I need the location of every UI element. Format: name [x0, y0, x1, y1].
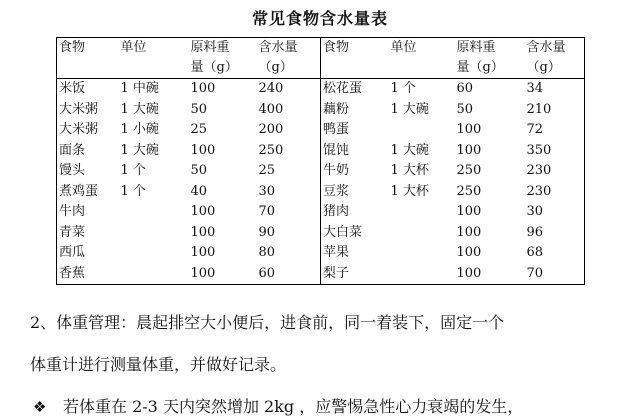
table-title: 常见食物含水量表 [251, 9, 388, 28]
cell-water: 30 [526, 204, 544, 220]
cell-unit [389, 243, 455, 264]
warning-text: 若体重在 2-3 天内突然增加 2kg ，应警惕急性心力衰竭的发生， [63, 397, 524, 416]
table-row [57, 243, 585, 264]
cell-unit [389, 223, 455, 244]
cell-water: 240 [258, 81, 284, 97]
cell-water: 30 [258, 183, 276, 199]
paragraph-weight-management: 2、体重管理：晨起排空大小便后，进食前，同一着装下，固定一个 [30, 313, 505, 332]
table-row [57, 182, 585, 203]
header-water: 含水量 [526, 40, 566, 55]
cell-unit: 1 大碗 [390, 142, 429, 158]
cell-food: 面条 [59, 142, 86, 158]
cell-water: 60 [258, 265, 276, 281]
cell-water: 72 [526, 122, 544, 138]
cell-water: 70 [258, 204, 276, 220]
cell-food: 鸭蛋 [321, 120, 389, 141]
paragraph-weight-warning [33, 394, 523, 417]
table-row [57, 120, 585, 141]
cell-unit: 1 个 [390, 81, 416, 97]
header-food: 食物 [321, 38, 389, 59]
cell-food: 馄饨 [321, 141, 389, 162]
header-unit: 单位 [120, 40, 147, 55]
cell-unit [119, 202, 189, 223]
cell-water: 80 [258, 245, 276, 261]
cell-food: 牛奶 [321, 161, 389, 182]
cell-unit [119, 243, 189, 264]
cell-raw-weight: 100 [190, 224, 216, 240]
table-row [57, 100, 585, 121]
cell-raw-weight: 100 [456, 265, 482, 281]
cell-food: 苹果 [321, 243, 389, 264]
header-water-unit: （g） [526, 60, 561, 75]
cell-food: 西瓜 [59, 245, 86, 261]
cell-unit: 1 大杯 [390, 183, 429, 199]
cell-food: 青菜 [59, 224, 86, 240]
cell-unit [389, 202, 455, 223]
cell-raw-weight: 250 [456, 183, 482, 199]
cell-raw-weight: 100 [456, 245, 482, 261]
header-raw-weight-unit: 量（g） [190, 60, 238, 75]
food-water-table [56, 37, 585, 285]
cell-raw-weight: 100 [190, 142, 216, 158]
cell-food: 大米粥 [59, 122, 99, 138]
cell-food: 梨子 [321, 264, 389, 285]
cell-unit: 1 大碗 [120, 101, 159, 117]
cell-food: 猪肉 [321, 202, 389, 223]
cell-raw-weight: 50 [190, 101, 208, 117]
cell-water: 210 [526, 101, 552, 117]
cell-raw-weight: 100 [190, 265, 216, 281]
cell-raw-weight: 40 [190, 183, 208, 199]
cell-unit [389, 120, 455, 141]
cell-unit: 1 小碗 [120, 122, 159, 138]
cell-food: 豆浆 [321, 182, 389, 203]
header-water: 含水量 [258, 40, 298, 55]
table-row [57, 79, 585, 100]
header-row-unit [57, 58, 585, 79]
cell-raw-weight: 50 [190, 163, 208, 179]
cell-raw-weight: 100 [190, 81, 216, 97]
cell-unit [119, 223, 189, 244]
cell-food: 牛肉 [59, 204, 86, 220]
cell-water: 25 [258, 163, 276, 179]
cell-food: 大米粥 [59, 101, 99, 117]
cell-raw-weight: 100 [456, 142, 482, 158]
cell-food: 藕粉 [321, 100, 389, 121]
cell-water: 90 [258, 224, 276, 240]
cell-raw-weight: 25 [190, 122, 208, 138]
header-raw-weight: 原料重 [190, 40, 230, 55]
cell-water: 34 [526, 81, 544, 97]
cell-unit: 1 个 [120, 183, 146, 199]
cell-water: 400 [258, 101, 284, 117]
cell-water: 200 [258, 122, 284, 138]
table-row [57, 202, 585, 223]
cell-raw-weight: 100 [190, 204, 216, 220]
cell-unit: 1 大碗 [390, 101, 429, 117]
header-unit: 单位 [390, 40, 417, 55]
cell-raw-weight: 60 [456, 81, 474, 97]
cell-food: 米饭 [59, 81, 86, 97]
cell-raw-weight: 250 [456, 163, 482, 179]
cell-water: 70 [526, 265, 544, 281]
cell-food: 松花蛋 [321, 79, 389, 100]
cell-unit: 1 个 [120, 163, 146, 179]
table-row [57, 141, 585, 162]
table-row [57, 223, 585, 244]
cell-food: 香蕉 [59, 265, 86, 281]
table-body [57, 79, 585, 285]
cell-unit: 1 中碗 [120, 81, 159, 97]
cell-raw-weight: 100 [456, 204, 482, 220]
cell-food: 煮鸡蛋 [59, 183, 99, 199]
cell-unit [389, 264, 455, 285]
cell-raw-weight: 50 [456, 101, 474, 117]
header-food: 食物 [59, 40, 86, 55]
header-water-unit: （g） [258, 60, 293, 75]
cell-unit [119, 264, 189, 285]
diamond-bullet-icon: ❖ [33, 398, 47, 416]
paragraph-weight-record: 体重计进行测量体重，并做好记录。 [30, 355, 287, 374]
cell-water: 96 [526, 224, 544, 240]
cell-food: 馒头 [59, 163, 86, 179]
cell-unit: 1 大杯 [390, 163, 429, 179]
cell-unit: 1 大碗 [120, 142, 159, 158]
cell-water: 350 [526, 142, 552, 158]
cell-water: 68 [526, 245, 544, 261]
cell-raw-weight: 100 [190, 245, 216, 261]
cell-water: 250 [258, 142, 284, 158]
cell-raw-weight: 100 [456, 224, 482, 240]
cell-raw-weight: 100 [456, 122, 482, 138]
cell-water: 230 [526, 183, 552, 199]
cell-food: 大白菜 [321, 223, 389, 244]
header-raw-weight: 原料重 [456, 40, 496, 55]
cell-water: 230 [526, 163, 552, 179]
header-raw-weight-unit: 量（g） [456, 60, 504, 75]
header-row [57, 38, 585, 59]
table-row [57, 161, 585, 182]
table-row [57, 264, 585, 285]
